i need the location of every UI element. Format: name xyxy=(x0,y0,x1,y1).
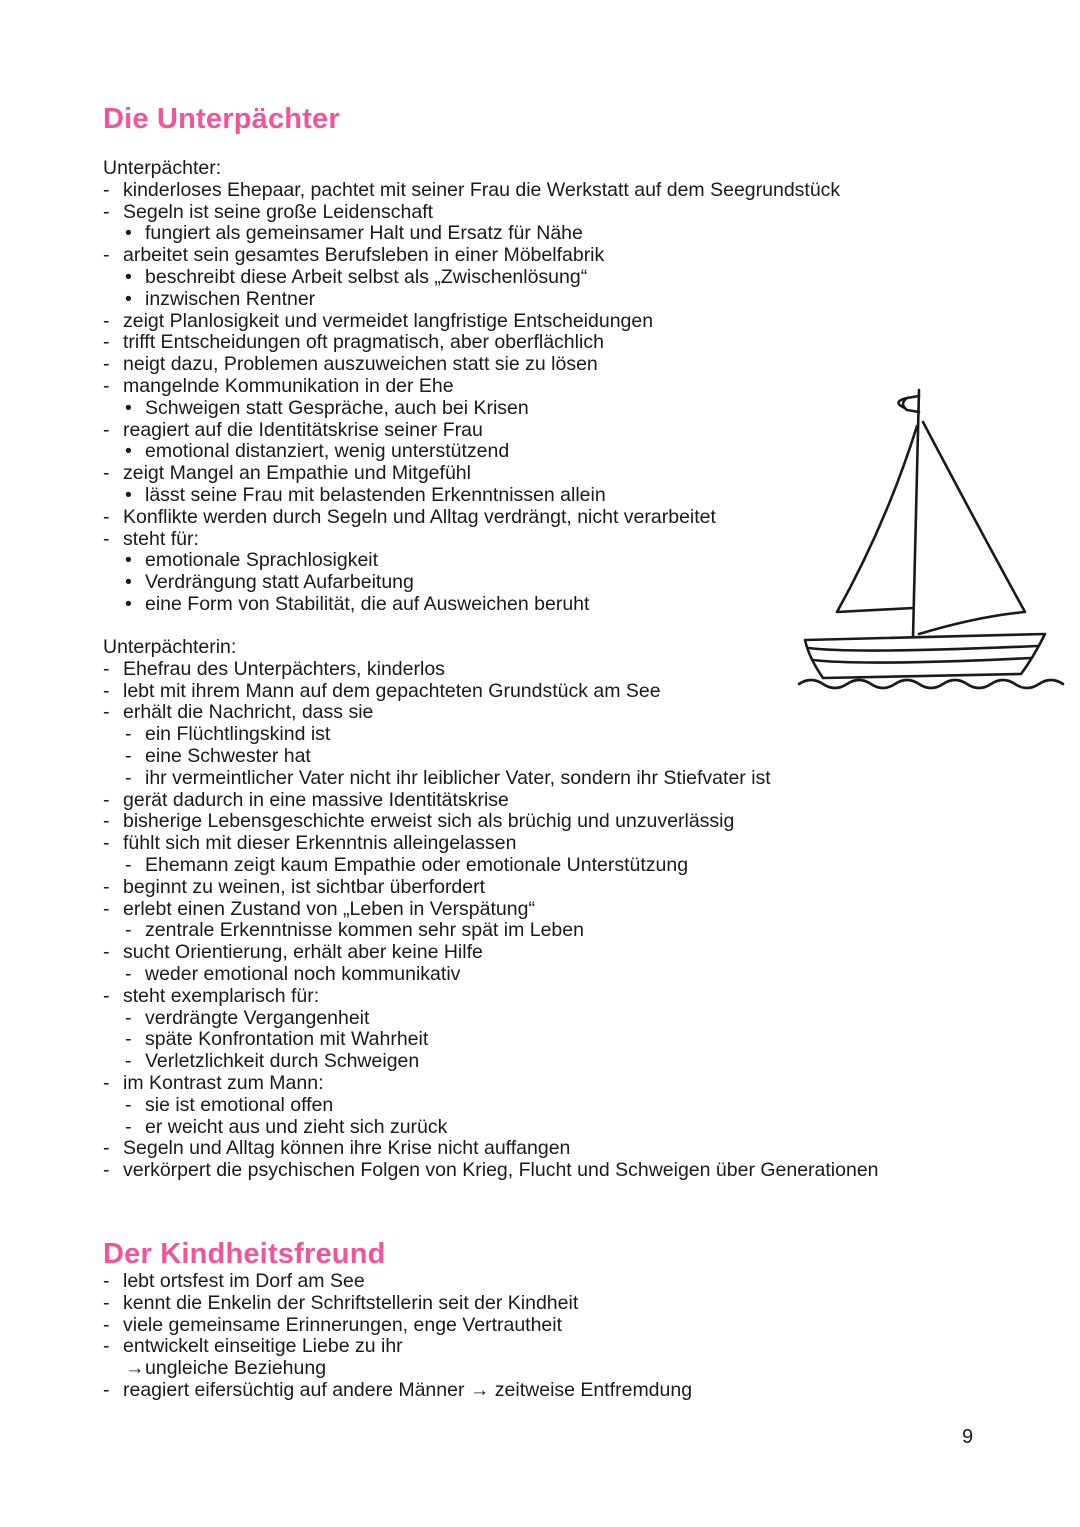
list-item: - beginnt zu weinen, ist sichtbar überfordert xyxy=(103,875,486,898)
list-subitem: - ihr vermeintlicher Vater nicht ihr leiblicher Vater, sondern ihr Stiefvater ist xyxy=(125,766,771,789)
list-subitem: • emotional distanziert, wenig unterstützend xyxy=(125,440,510,463)
list-subitem: • fungiert als gemeinsamer Halt und Ersatz für Nähe xyxy=(125,222,583,245)
list-item: - fühlt sich mit dieser Erkenntnis alleingelassen xyxy=(103,832,517,855)
list-subitem: - verdrängte Vergangenheit xyxy=(125,1006,370,1029)
list-item: - Ehefrau des Unterpächters, kinderlos xyxy=(103,657,445,680)
list-item: - neigt dazu, Problemen auszuweichen statt sie zu lösen xyxy=(103,353,598,376)
list-subitem: • eine Form von Stabilität, die auf Ausweichen beruht xyxy=(125,592,590,615)
list-item: - erlebt einen Zustand von „Leben in Verspätung“ xyxy=(103,897,535,920)
subheading-unterpaechter: Unterpächter: xyxy=(103,157,222,179)
list-subitem: • Schweigen statt Gespräche, auch bei Krisen xyxy=(125,396,529,419)
list-item: - arbeitet sein gesamtes Berufsleben in einer Möbelfabrik xyxy=(103,244,605,267)
list-subitem: • inzwischen Rentner xyxy=(125,287,316,310)
list-item: - reagiert auf die Identitätskrise seiner Frau xyxy=(103,418,483,441)
list-item: - verkörpert die psychischen Folgen von Krieg, Flucht und Schweigen über Generationen xyxy=(103,1159,879,1182)
list-item: - sucht Orientierung, erhält aber keine Hilfe xyxy=(103,941,483,964)
section-title-unterpaechter: Die Unterpächter xyxy=(103,103,340,135)
list-subitem: →ungleiche Beziehung xyxy=(125,1357,327,1380)
sailboat-icon xyxy=(795,382,1067,700)
unterpaechter-block xyxy=(103,158,840,616)
list-subitem: • lässt seine Frau mit belastenden Erkenntnissen allein xyxy=(125,483,606,506)
list-subitem: - sie ist emotional offen xyxy=(125,1093,334,1116)
list-subitem: • Verdrängung statt Aufarbeitung xyxy=(125,571,414,594)
list-subitem: - eine Schwester hat xyxy=(125,744,311,767)
list-subitem: • emotionale Sprachlosigkeit xyxy=(125,549,379,572)
kindheitsfreund-block xyxy=(103,1271,692,1402)
section-title-kindheitsfreund: Der Kindheitsfreund xyxy=(103,1238,386,1270)
list-item: - kennt die Enkelin der Schriftstellerin seit der Kindheit xyxy=(103,1291,579,1314)
list-item: - Konflikte werden durch Segeln und Alltag verdrängt, nicht verarbeitet xyxy=(103,505,716,528)
page-number: 9 xyxy=(962,1426,974,1448)
list-subitem: - Verletzlichkeit durch Schweigen xyxy=(125,1050,420,1073)
list-subitem: - weder emotional noch kommunikativ xyxy=(125,962,461,985)
list-item: - viele gemeinsame Erinnerungen, enge Vertrautheit xyxy=(103,1313,563,1336)
arrow-right-icon: → xyxy=(469,1378,490,1401)
arrow-right-icon: → xyxy=(125,1357,145,1380)
list-item: - lebt ortsfest im Dorf am See xyxy=(103,1270,365,1292)
list-item: - steht exemplarisch für: xyxy=(103,984,320,1007)
list-item: - lebt mit ihrem Mann auf dem gepachteten Grundstück am See xyxy=(103,679,661,702)
list-item: - zeigt Planlosigkeit und vermeidet langfristige Entscheidungen xyxy=(103,309,654,332)
subheading-unterpaechterin: Unterpächterin: xyxy=(103,636,237,658)
list-item: - zeigt Mangel an Empathie und Mitgefühl xyxy=(103,462,471,485)
list-item: - entwickelt einseitige Liebe zu ihr xyxy=(103,1335,403,1358)
list-item: - Segeln ist seine große Leidenschaft xyxy=(103,200,434,223)
list-item: - erhält die Nachricht, dass sie xyxy=(103,701,374,724)
list-item: - im Kontrast zum Mann: xyxy=(103,1071,324,1094)
list-item: - steht für: xyxy=(103,527,199,550)
list-subitem: - Ehemann zeigt kaum Empathie oder emotionale Unterstützung xyxy=(125,853,689,876)
list-item: - Segeln und Alltag können ihre Krise nicht auffangen xyxy=(103,1137,571,1160)
list-item: - gerät dadurch in eine massive Identitätskrise xyxy=(103,788,509,811)
list-subitem: - ein Flüchtlingskind ist xyxy=(125,723,331,746)
unterpaechterin-block xyxy=(103,637,879,1182)
list-subitem: - er weicht aus und zieht sich zurück xyxy=(125,1115,448,1138)
list-item: - bisherige Lebensgeschichte erweist sich als brüchig und unzuverlässig xyxy=(103,810,735,833)
list-subitem: • beschreibt diese Arbeit selbst als „Zwischenlösung“ xyxy=(125,265,588,288)
list-item: - kinderloses Ehepaar, pachtet mit seiner Frau die Werkstatt auf dem Seegrundstück xyxy=(103,178,841,201)
list-subitem: - späte Konfrontation mit Wahrheit xyxy=(125,1028,429,1051)
list-subitem: - zentrale Erkenntnisse kommen sehr spät im Leben xyxy=(125,919,584,942)
list-item: - trifft Entscheidungen oft pragmatisch, aber oberflächlich xyxy=(103,331,604,354)
list-item: - reagiert eifersüchtig auf andere Männer → zeitweise Entfremdung xyxy=(103,1378,693,1401)
list-item: - mangelnde Kommunikation in der Ehe xyxy=(103,374,454,397)
